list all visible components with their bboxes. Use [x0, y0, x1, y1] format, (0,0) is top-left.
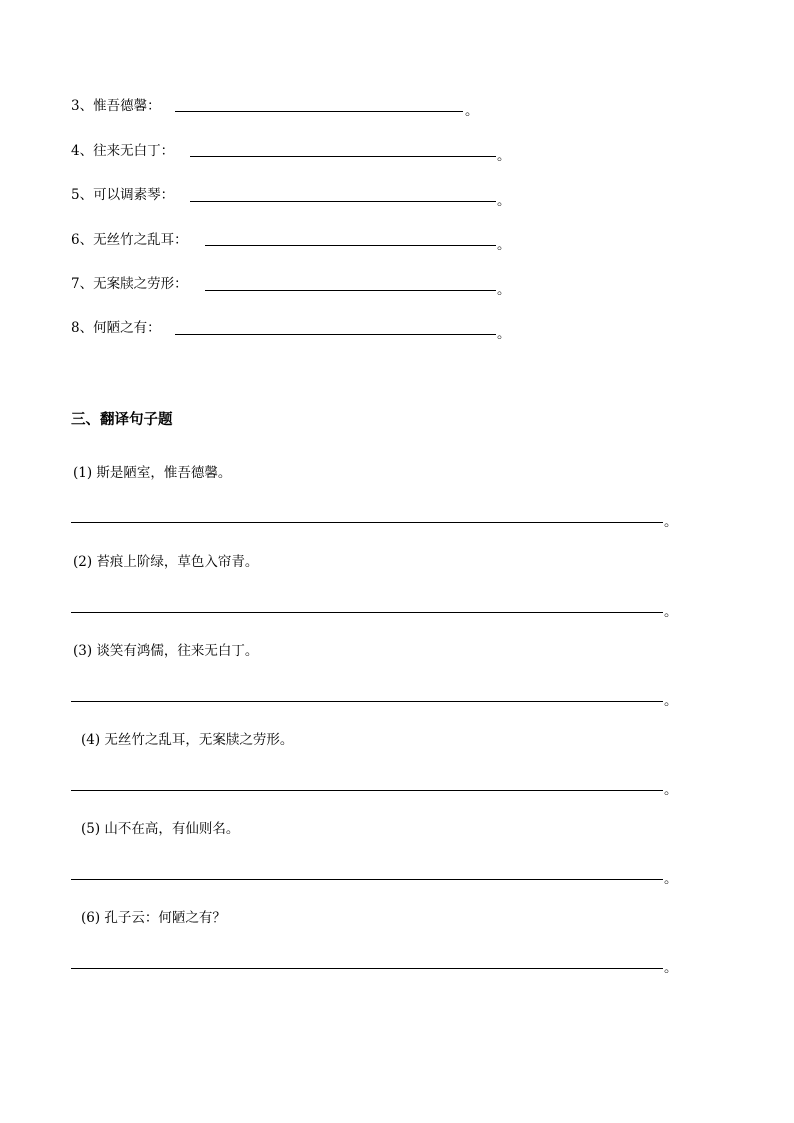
translation-prompt: (3) 谈笑有鸿儒，往来无白丁。 — [73, 643, 259, 659]
answer-blank[interactable] — [175, 111, 463, 112]
fill-in-label: 6、无丝竹之乱耳： — [71, 232, 188, 248]
period-mark: 。 — [497, 148, 511, 164]
answer-line[interactable] — [71, 790, 663, 791]
fill-in-label: 8、何陋之有： — [71, 320, 161, 336]
period-mark: 。 — [497, 237, 511, 253]
answer-blank[interactable] — [175, 334, 496, 335]
translation-prompt: (6) 孔子云：何陋之有？ — [81, 910, 226, 926]
period-mark: 。 — [664, 514, 678, 530]
translation-prompt: (1) 斯是陋室，惟吾德馨。 — [73, 465, 232, 481]
answer-blank[interactable] — [190, 201, 496, 202]
answer-blank[interactable] — [190, 156, 496, 157]
answer-line[interactable] — [71, 612, 663, 613]
period-mark: 。 — [664, 693, 678, 709]
period-mark: 。 — [497, 193, 511, 209]
answer-line[interactable] — [71, 522, 663, 523]
answer-blank[interactable] — [205, 290, 496, 291]
answer-line[interactable] — [71, 701, 663, 702]
fill-in-label: 4、往来无白丁： — [71, 143, 175, 159]
fill-in-label: 3、惟吾德馨： — [71, 98, 161, 114]
answer-line[interactable] — [71, 968, 663, 969]
fill-in-label: 7、无案牍之劳形： — [71, 276, 188, 292]
section-heading: 三、翻译句子题 — [71, 412, 173, 428]
answer-line[interactable] — [71, 879, 663, 880]
period-mark: 。 — [664, 782, 678, 798]
answer-blank[interactable] — [205, 245, 496, 246]
fill-in-label: 5、可以调素琴： — [71, 187, 175, 203]
period-mark: 。 — [664, 871, 678, 887]
period-mark: 。 — [664, 960, 678, 976]
period-mark: 。 — [465, 103, 479, 119]
period-mark: 。 — [497, 326, 511, 342]
period-mark: 。 — [497, 282, 511, 298]
period-mark: 。 — [664, 604, 678, 620]
translation-prompt: (4) 无丝竹之乱耳，无案牍之劳形。 — [81, 732, 294, 748]
translation-prompt: (2) 苔痕上阶绿，草色入帘青。 — [73, 554, 259, 570]
translation-prompt: (5) 山不在高，有仙则名。 — [81, 821, 240, 837]
